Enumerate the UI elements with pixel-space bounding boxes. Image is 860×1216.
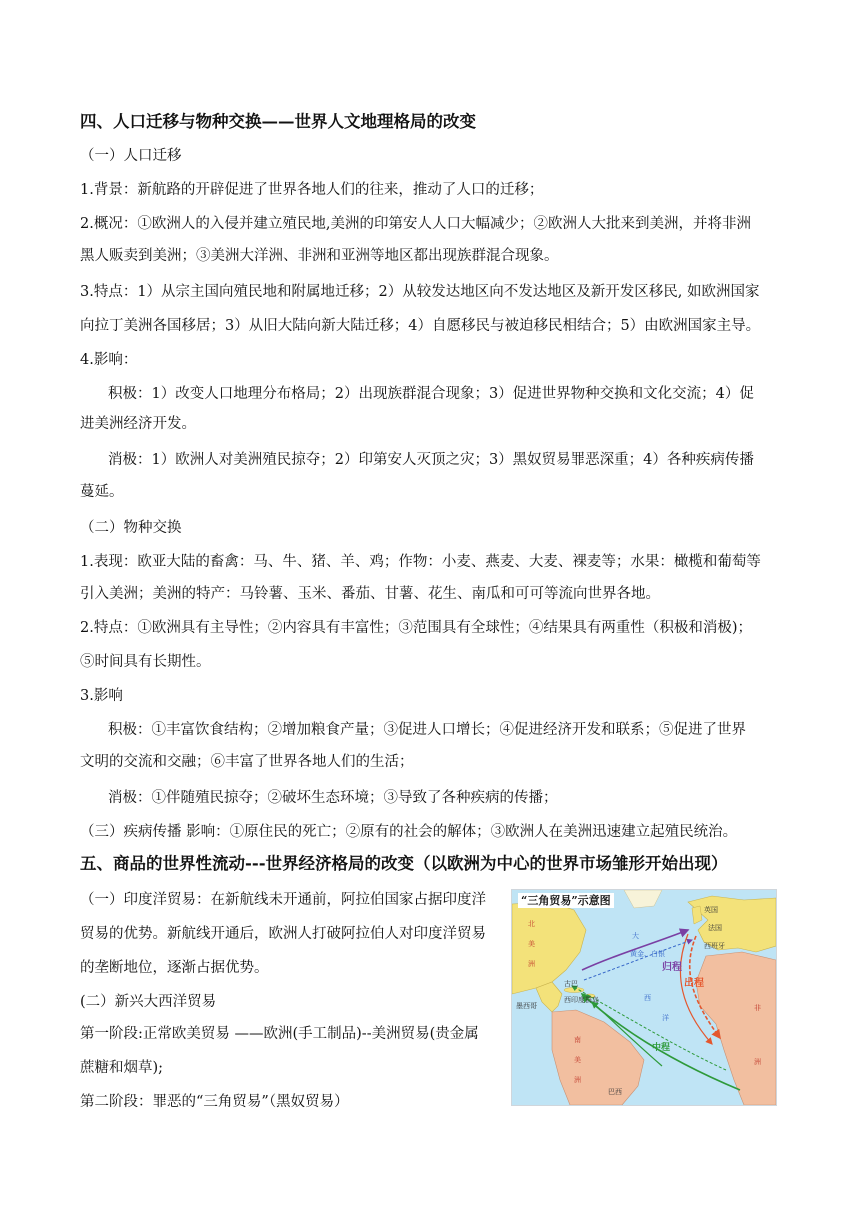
map-label-south-continent: 洲 [574, 1076, 581, 1084]
subsection-heading: （二）物种交换 [80, 520, 182, 536]
paragraph-line: 3.特点：1）从宗主国向殖民地和附属地迁移；2）从较发达地区向不发达地区及新开发区移民, 如欧洲国家 [80, 284, 760, 300]
map-label-continent: 洲 [528, 960, 535, 968]
map-label-north: 北 [528, 920, 535, 928]
paragraph-line: 文明的交流和交融；⑥丰富了世界各地人们的生活； [80, 754, 414, 770]
map-label-outbound: 出程 [684, 978, 704, 989]
paragraph-line: 消极：1）欧洲人对美洲殖民掠夺；2）印第安人灭顶之灾；3）黑奴贸易罪恶深重；4）各种疾病传播 [108, 452, 754, 468]
paragraph-line: 1.表现：欧亚大陆的畜禽：马、牛、猪、羊、鸡；作物：小麦、燕麦、大麦、裸麦等；水果：橄榄和葡萄等 [80, 554, 761, 570]
paragraph-line: 3.影响 [80, 688, 123, 704]
map-label-west-indies: 西印度群岛 [564, 996, 599, 1004]
paragraph-line: （一）印度洋贸易：在新航线未开通前，阿拉伯国家占据印度洋 [80, 892, 486, 908]
paragraph-line: 消极：①伴随殖民掠夺；②破坏生态环境；③导致了各种疾病的传播； [108, 790, 558, 806]
map-label-middle: 中程 [652, 1043, 671, 1053]
map-label-ocean-west: 西 [644, 994, 651, 1002]
paragraph-line: 积极：①丰富饮食结构；②增加粮食产量；③促进人口增长；④促进经济开发和联系；⑤促进了世界 [108, 722, 746, 738]
map-label-spain: 西班牙 [704, 942, 725, 950]
paragraph-line: 贸易的优势。新航线开通后，欧洲人打破阿拉伯人对印度洋贸易 [80, 926, 486, 942]
subsection-heading: （一）人口迁移 [80, 148, 182, 164]
paragraph-line: 蔗糖和烟草); [80, 1060, 164, 1076]
map-label-south-america: 美 [574, 1056, 581, 1064]
map-label-britain: 英国 [704, 906, 718, 914]
paragraph-line: 的垄断地位，逐渐占据优势。 [80, 960, 269, 976]
paragraph-line: （三）疾病传播 影响：①原住民的死亡；②原有的社会的解体；③欧洲人在美洲迅速建立起殖民统治。 [80, 824, 738, 840]
paragraph-line: 1.背景：新航路的开辟促进了世界各地人们的往来，推动了人口的迁移； [80, 182, 544, 198]
paragraph-line: 引入美洲；美洲的特产：马铃薯、玉米、番茄、甘薯、花生、南瓜和可可等流向世界各地。 [80, 586, 660, 602]
map-label-cuba: 古巴 [564, 980, 578, 988]
map-label-africa-a: 非 [754, 1004, 761, 1012]
map-label-south: 南 [574, 1036, 581, 1044]
paragraph-line: 蔓延。 [80, 484, 124, 500]
paragraph-line: 积极：1）改变人口地理分布格局；2）出现族群混合现象；3）促进世界物种交换和文化交流；4）促 [108, 386, 754, 402]
map-label-brazil: 巴西 [608, 1088, 622, 1096]
triangle-trade-map [511, 889, 777, 1106]
paragraph-line: 2.概况：①欧洲人的入侵并建立殖民地,美洲的印第安人人口大幅减少；②欧洲人大批来到美洲，并将非洲 [80, 216, 751, 232]
paragraph-line: 2.特点：①欧洲具有主导性；②内容具有丰富性；③范围具有全球性；④结果具有两重性（积极和消极)； [80, 620, 752, 636]
paragraph-line: 第二阶段：罪恶的“三角贸易”（黑奴贸易） [80, 1094, 349, 1110]
map-label-gold-silver: 黄金、白银 [630, 950, 665, 958]
map-label-africa-b: 洲 [754, 1058, 761, 1066]
section-heading-4: 四、人口迁移与物种交换——世界人文地理格局的改变 [80, 112, 476, 131]
paragraph-line: 4.影响： [80, 352, 138, 368]
map-label-ocean-big: 大 [632, 932, 639, 940]
section-heading-5: 五、商品的世界性流动---世界经济格局的改变（以欧洲为中心的世界市场雏形开始出现） [80, 854, 728, 873]
map-label-mexico: 墨西哥 [516, 1002, 537, 1010]
paragraph-line: ⑤时间具有长期性。 [80, 654, 211, 670]
paragraph-line: 黑人贩卖到美洲；③美洲大洋洲、非洲和亚洲等地区都出现族群混合现象。 [80, 248, 559, 264]
map-label-return: 归程 [662, 962, 682, 973]
paragraph-line: 向拉丁美洲各国移居；3）从旧大陆向新大陆迁移；4）自愿移民与被迫移民相结合；5）由欧洲国家主导。 [80, 318, 761, 334]
subsection-heading: (二）新兴大西洋贸易 [80, 994, 217, 1010]
paragraph-line: 第一阶段:正常欧美贸易 ——欧洲(手工制品)--美洲贸易(贵金属 [80, 1026, 479, 1042]
paragraph-line: 进美洲经济开发。 [80, 416, 196, 432]
figure-title: “三角贸易”示意图 [518, 893, 614, 908]
map-label-france: 法国 [708, 924, 722, 932]
map-label-america: 美 [528, 940, 535, 948]
triangle-trade-map-drawing [512, 890, 776, 1105]
map-label-ocean: 洋 [662, 1014, 669, 1022]
